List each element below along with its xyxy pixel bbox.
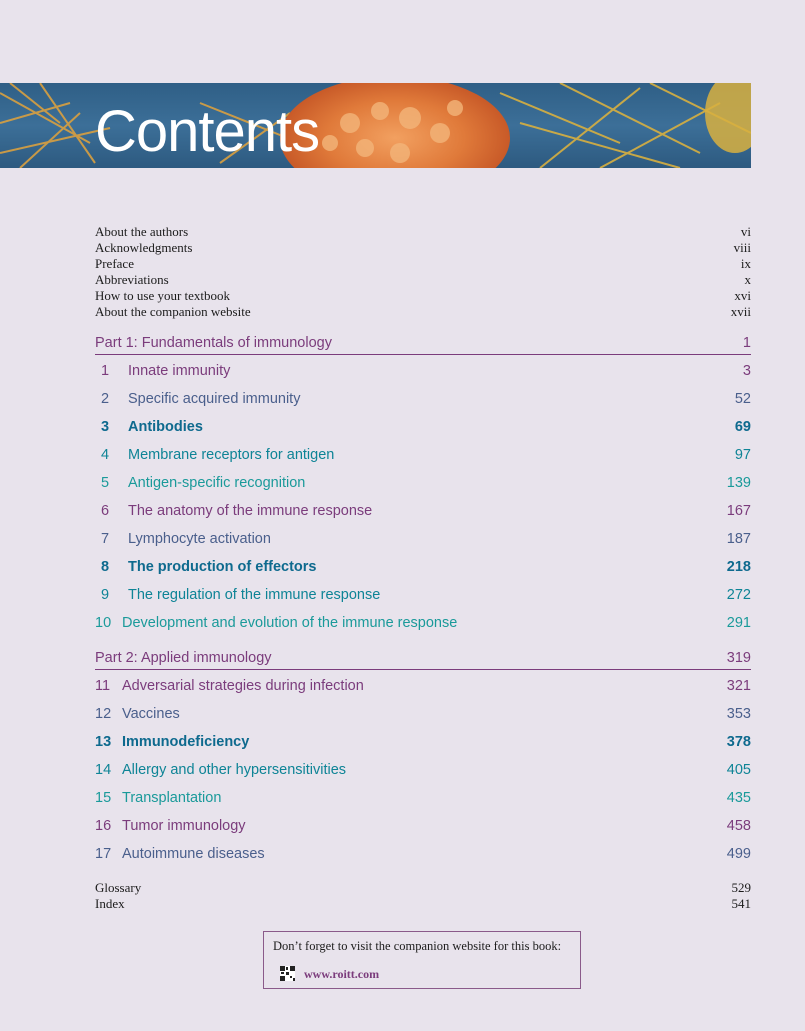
- chapter-row[interactable]: [95, 525, 751, 553]
- part-heading-1[interactable]: [95, 332, 751, 355]
- chapter-page: 69: [734, 419, 751, 435]
- part-title: Part 1: Fundamentals of immunology: [95, 335, 332, 351]
- chapter-number: 4: [101, 447, 110, 463]
- chapter-number: 6: [101, 503, 110, 519]
- chapter-title: Antigen-specific recognition: [128, 475, 306, 491]
- chapter-title: Transplantation: [122, 790, 222, 806]
- back-matter-row[interactable]: [95, 896, 751, 912]
- front-matter-row[interactable]: [95, 224, 751, 240]
- front-matter-label: Abbreviations: [95, 272, 169, 287]
- chapter-page: 353: [726, 706, 751, 722]
- chapter-row[interactable]: [95, 553, 751, 581]
- chapter-row[interactable]: [95, 497, 751, 525]
- chapter-title: Autoimmune diseases: [122, 846, 265, 862]
- chapter-title: Antibodies: [128, 419, 203, 435]
- part-title: Part 2: Applied immunology: [95, 650, 272, 666]
- chapter-page: 167: [726, 503, 751, 519]
- back-matter-list: [95, 880, 751, 912]
- part-heading-2[interactable]: [95, 647, 751, 670]
- chapter-number: 1: [101, 363, 110, 379]
- chapter-title: Immunodeficiency: [122, 734, 250, 750]
- chapter-number: 9: [101, 587, 110, 603]
- chapter-title: The regulation of the immune response: [128, 587, 381, 603]
- chapter-row[interactable]: [95, 784, 751, 812]
- chapter-number: 2: [101, 391, 110, 407]
- chapter-page: 187: [726, 531, 751, 547]
- front-matter-label: About the companion website: [95, 304, 251, 319]
- part-page: 1: [742, 335, 751, 351]
- chapter-number: 13: [95, 734, 112, 750]
- companion-website-box: [263, 931, 581, 989]
- qr-code-icon: [280, 966, 295, 981]
- front-matter-page: x: [744, 272, 751, 287]
- chapter-number: 10: [95, 615, 112, 631]
- website-link[interactable]: www.roitt.com: [304, 967, 380, 981]
- chapter-page: 272: [726, 587, 751, 603]
- part-page: 319: [726, 650, 751, 666]
- front-matter-row[interactable]: [95, 304, 751, 320]
- chapter-page: 378: [726, 734, 751, 750]
- front-matter-page: vi: [740, 224, 751, 239]
- chapter-title: Adversarial strategies during infection: [122, 678, 364, 694]
- website-message: Don’t forget to visit the companion website for this book:: [273, 939, 562, 953]
- chapter-number: 3: [101, 419, 110, 435]
- chapter-page: 3: [742, 363, 751, 379]
- chapter-title: Membrane receptors for antigen: [128, 447, 335, 463]
- chapter-title: Innate immunity: [128, 363, 231, 379]
- front-matter-label: About the authors: [95, 224, 189, 239]
- chapter-page: 321: [726, 678, 751, 694]
- chapter-row[interactable]: [95, 700, 751, 728]
- back-matter-label: Glossary: [95, 880, 142, 895]
- chapter-title: Specific acquired immunity: [128, 391, 301, 407]
- chapter-row[interactable]: [95, 812, 751, 840]
- front-matter-row[interactable]: [95, 288, 751, 304]
- chapter-number: 7: [101, 531, 110, 547]
- front-matter-page: xvii: [730, 304, 751, 319]
- chapter-number: 16: [95, 818, 112, 834]
- chapter-page: 97: [734, 447, 751, 463]
- chapter-title: The anatomy of the immune response: [128, 503, 373, 519]
- front-matter-row[interactable]: [95, 240, 751, 256]
- back-matter-row[interactable]: [95, 880, 751, 896]
- chapter-row[interactable]: [95, 840, 751, 868]
- front-matter-page: ix: [740, 256, 751, 271]
- chapter-number: 17: [95, 846, 112, 862]
- chapter-number: 15: [95, 790, 112, 806]
- chapter-title: Tumor immunology: [122, 818, 246, 834]
- chapter-row[interactable]: [95, 413, 751, 441]
- chapter-title: Vaccines: [122, 706, 180, 722]
- chapter-number: 5: [101, 475, 110, 491]
- chapter-row[interactable]: [95, 728, 751, 756]
- chapter-title: Lymphocyte activation: [128, 531, 271, 547]
- chapter-page: 405: [726, 762, 751, 778]
- chapter-title: Development and evolution of the immune response: [122, 615, 458, 631]
- chapter-number: 11: [95, 678, 111, 694]
- chapter-row[interactable]: [95, 756, 751, 784]
- chapter-row[interactable]: [95, 385, 751, 413]
- chapter-page: 291: [726, 615, 751, 631]
- front-matter-label: Acknowledgments: [95, 240, 193, 255]
- front-matter-row[interactable]: [95, 256, 751, 272]
- part2-chapter-list: [95, 672, 751, 868]
- chapter-row[interactable]: [95, 469, 751, 497]
- chapter-page: 218: [726, 559, 751, 575]
- chapter-page: 499: [726, 846, 751, 862]
- chapter-row[interactable]: [95, 441, 751, 469]
- front-matter-label: How to use your textbook: [95, 288, 231, 303]
- contents-banner: [0, 83, 751, 168]
- chapter-number: 8: [101, 559, 110, 575]
- chapter-page: 52: [734, 391, 751, 407]
- chapter-row[interactable]: [95, 609, 751, 637]
- page-title: Contents: [95, 99, 320, 164]
- chapter-title: Allergy and other hypersensitivities: [122, 762, 347, 778]
- chapter-row[interactable]: [95, 581, 751, 609]
- back-matter-page: 529: [731, 880, 751, 895]
- front-matter-label: Preface: [95, 256, 134, 271]
- part1-chapter-list: [95, 357, 751, 637]
- chapter-page: 435: [726, 790, 751, 806]
- chapter-page: 458: [726, 818, 751, 834]
- chapter-title: The production of effectors: [128, 559, 317, 575]
- front-matter-page: xvi: [734, 288, 751, 303]
- chapter-row[interactable]: [95, 672, 751, 700]
- front-matter-row[interactable]: [95, 272, 751, 288]
- chapter-number: 12: [95, 706, 112, 722]
- front-matter-list: [95, 224, 751, 320]
- chapter-page: 139: [726, 475, 751, 491]
- front-matter-page: viii: [733, 240, 751, 255]
- back-matter-label: Index: [95, 896, 125, 911]
- chapter-number: 14: [95, 762, 112, 778]
- back-matter-page: 541: [731, 896, 751, 911]
- chapter-row[interactable]: [95, 357, 751, 385]
